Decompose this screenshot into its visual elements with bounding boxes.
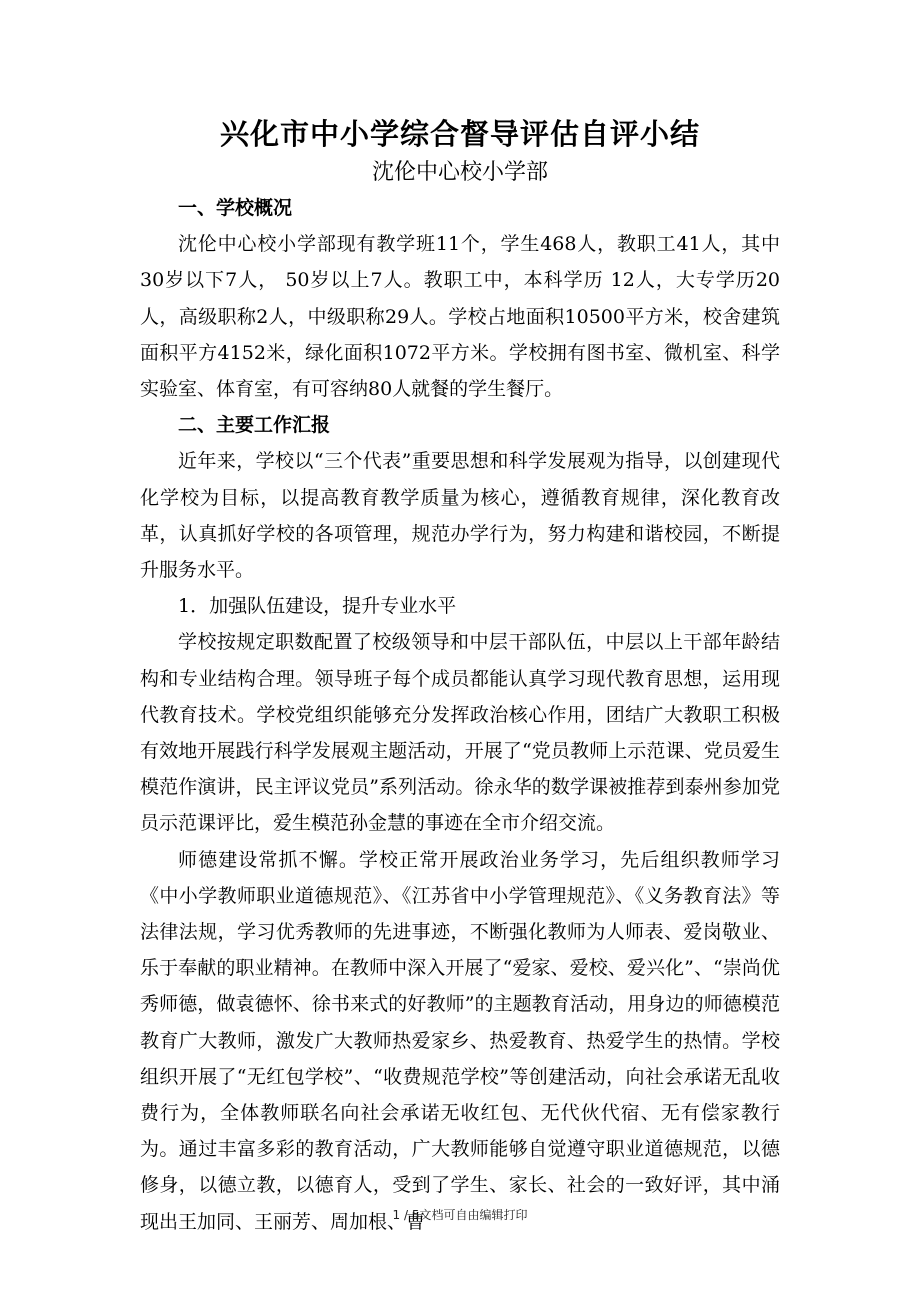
section-heading-work-report: 二、主要工作汇报 [178,414,331,437]
paragraph: 沈伦中心校小学部现有教学班11个，学生468人，教职工41人，其中30岁以下7人， 50岁以上7人。教职工中，本科学历 12人，大专学历20人，高级职称2人，中级职称29人。学校占地面积10500平方米，校舍建筑面积平方4152米，绿化面积1072平方米。学校拥有图书室、微机室、科学实验室、体育室，有可容纳80人就餐的学生餐厅。 [140,233,780,401]
paragraph: 师德建设常抓不懈。学校正常开展政治业务学习，先后组织教师学习《中小学教师职业道德规范》、《江苏省中小学管理规范》、《义务教育法》等法律法规，学习优秀教师的先进事迹，不断强化教师为人师表、爱岗敬业、乐于奉献的职业精神。在教师中深入开展了“爱家、爱校、爱兴化”、“崇尚优秀师德，做袁德怀、徐书来式的好教师”的主题教育活动，用身边的师德模范教育广大教师，激发广大教师热爱家乡、热爱教育、热爱学生的热情。学校组织开展了“无红包学校”、“收费规范学校”等创建活动，向社会承诺无乱收费行为，全体教师联名向社会承诺无收红包、无代伙代宿、无有偿家教行为。通过丰富多彩的教育活动，广大教师能够自觉遵守职业道德规范，以德修身，以德立教，以德育人，受到了学生、家长、社会的一致好评，其中涌现出王加同、王丽芳、周加根、曹 [140,848,780,1233]
page-footer: 1 / 5文档可自由编辑打印 [392,1208,528,1222]
document-title: 兴化市中小学综合督导评估自评小结 [219,117,700,151]
document-subtitle: 沈伦中心校小学部 [371,160,548,185]
subsection-heading: 1．加强队伍建设，提升专业水平 [178,595,457,618]
paragraph: 学校按规定职数配置了校级领导和中层干部队伍，中层以上干部年龄结构和专业结构合理。领导班子每个成员都能认真学习现代教育思想，运用现代教育技术。学校党组织能够充分发挥政治核心作用，团结广大教职工积极有效地开展践行科学发展观主题活动，开展了“党员教师上示范课、党员爱生模范作演讲，民主评议党员”系列活动。徐永华的数学课被推荐到泰州参加党员示范课评比，爱生模范孙金慧的事迹在全市介绍交流。 [140,631,780,835]
document-body [140,190,780,1240]
paragraph: 近年来，学校以“三个代表”重要思想和科学发展观为指导，以创建现代化学校为目标，以提高教育教学质量为核心，遵循教育规律，深化教育改革，认真抓好学校的各项管理，规范办学行为，努力构建和谐校园，不断提升服务水平。 [140,450,780,582]
section-heading-overview: 一、学校概况 [178,197,293,219]
